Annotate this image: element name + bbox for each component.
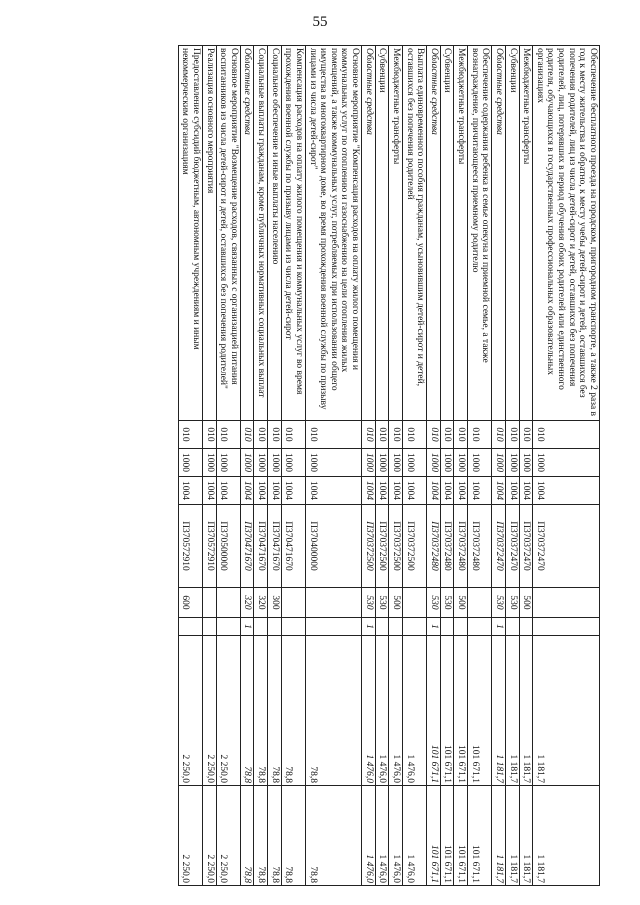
subsection-code: 1004: [375, 477, 389, 505]
funding-mark: [440, 618, 454, 636]
row-name: Субвенции: [440, 46, 454, 421]
table-row: [375, 46, 389, 886]
row-name: Реализация основного мероприятия: [203, 46, 217, 421]
amount-1: 1 476,0: [389, 636, 403, 786]
subsection-code: 1004: [281, 477, 305, 505]
table-row: [519, 46, 533, 886]
amount-1: 2 250,0: [203, 636, 217, 786]
grbs-code: 010: [403, 421, 427, 449]
grbs-code: 010: [389, 421, 403, 449]
amount-1: 1 181,7: [533, 636, 600, 786]
amount-2: 1 181,7: [519, 786, 533, 886]
amount-2: 1 181,7: [533, 786, 600, 886]
funding-mark: [506, 618, 520, 636]
amount-2: 1 476,0: [389, 786, 403, 886]
subsection-code: 1004: [362, 477, 376, 505]
grbs-code: 010: [178, 421, 202, 449]
row-name: Предоставление субсидий бюджетным, автономным учреждениям и иным некоммерческим организациям: [178, 46, 202, 421]
amount-1: 2 250,0: [216, 636, 240, 786]
expense-type-code: [281, 588, 305, 618]
table-row: [440, 46, 454, 886]
row-name: Межбюджетные трансферты: [519, 46, 533, 421]
table-row: [306, 46, 362, 886]
amount-2: 1 476,0: [375, 786, 389, 886]
grbs-code: 010: [440, 421, 454, 449]
subsection-code: 1004: [203, 477, 217, 505]
table-row: [403, 46, 427, 886]
row-name: Субвенции: [506, 46, 520, 421]
section-code: 1000: [216, 449, 240, 477]
target-article-code: П370372500: [403, 505, 427, 588]
section-code: 1000: [389, 449, 403, 477]
target-article-code: П370372480: [454, 505, 468, 588]
amount-2: 78,8: [281, 786, 305, 886]
page-number: 55: [312, 14, 328, 30]
funding-mark: 1: [427, 618, 441, 636]
funding-mark: [519, 618, 533, 636]
section-code: 1000: [533, 449, 600, 477]
section-code: 1000: [254, 449, 268, 477]
subsection-code: 1004: [306, 477, 362, 505]
expense-type-code: [306, 588, 362, 618]
amount-1: 2 250,0: [178, 636, 202, 786]
table-row: [506, 46, 520, 886]
row-name: Основное мероприятие "Компенсация расходов на оплату жилого помещения и коммунальных услуг по отоплению и газоснабжению на цели отопления жилых помещений, а также коммунальных услуг, потребляемых при использовании общего имущества в многоквартирном доме, во время прохождения военной службы по призыву лицами из числа детей-сирот": [306, 46, 362, 421]
funding-mark: [216, 618, 240, 636]
grbs-code: 010: [468, 421, 492, 449]
section-code: 1000: [519, 449, 533, 477]
row-name: Социальные выплаты гражданам, кроме публичных нормативных социальных выплат: [254, 46, 268, 421]
expense-type-code: 530: [375, 588, 389, 618]
row-name: Областные средства: [492, 46, 506, 421]
expense-type-code: 320: [254, 588, 268, 618]
target-article-code: П370400000: [306, 505, 362, 588]
amount-1: 1 181,7: [519, 636, 533, 786]
amount-1: 78,8: [306, 636, 362, 786]
funding-mark: [454, 618, 468, 636]
section-code: 1000: [454, 449, 468, 477]
section-code: 1000: [362, 449, 376, 477]
funding-mark: [533, 618, 600, 636]
target-article-code: П370372500: [375, 505, 389, 588]
grbs-code: 010: [519, 421, 533, 449]
table-row: [454, 46, 468, 886]
row-name: Социальное обеспечение и иные выплаты населению: [268, 46, 282, 421]
target-article-code: П370471670: [240, 505, 254, 588]
section-code: 1000: [427, 449, 441, 477]
target-article-code: П370500000: [216, 505, 240, 588]
grbs-code: 010: [454, 421, 468, 449]
grbs-code: 010: [492, 421, 506, 449]
expense-type-code: [403, 588, 427, 618]
funding-mark: [306, 618, 362, 636]
funding-mark: [403, 618, 427, 636]
grbs-code: 010: [268, 421, 282, 449]
section-code: 1000: [306, 449, 362, 477]
target-article-code: П370372500: [389, 505, 403, 588]
row-name: Обеспечение содержания ребенка в семье опекуна и приемной семье, а также вознаграждение, причитающееся приемному родителю: [468, 46, 492, 421]
amount-2: 2 250,0: [178, 786, 202, 886]
funding-mark: 1: [362, 618, 376, 636]
expense-type-code: [203, 588, 217, 618]
subsection-code: 1004: [178, 477, 202, 505]
amount-1: 101 671,1: [454, 636, 468, 786]
amount-1: 101 671,1: [468, 636, 492, 786]
expense-type-code: 530: [506, 588, 520, 618]
subsection-code: 1004: [506, 477, 520, 505]
table-row: [240, 46, 254, 886]
amount-1: 101 671,1: [440, 636, 454, 786]
budget-table: [178, 45, 600, 886]
target-article-code: П370372480: [440, 505, 454, 588]
amount-2: 2 250,0: [203, 786, 217, 886]
grbs-code: 010: [281, 421, 305, 449]
amount-1: 78,8: [254, 636, 268, 786]
target-article-code: П370372470: [492, 505, 506, 588]
funding-mark: [389, 618, 403, 636]
subsection-code: 1004: [427, 477, 441, 505]
target-article-code: П370372470: [533, 505, 600, 588]
amount-2: 1 476,0: [403, 786, 427, 886]
table-row: [254, 46, 268, 886]
amount-2: 2 250,0: [216, 786, 240, 886]
expense-type-code: 500: [389, 588, 403, 618]
expense-type-code: 500: [454, 588, 468, 618]
expense-type-code: 530: [427, 588, 441, 618]
target-article-code: П370372470: [519, 505, 533, 588]
amount-2: 1 476,0: [362, 786, 376, 886]
amount-2: 1 181,7: [492, 786, 506, 886]
row-name: Выплата единовременного пособия гражданам, усыновившим детей-сирот и детей, оставшихся без попечения родителей: [403, 46, 427, 421]
amount-1: 1 476,0: [362, 636, 376, 786]
expense-type-code: 530: [362, 588, 376, 618]
section-code: 1000: [281, 449, 305, 477]
expense-type-code: [533, 588, 600, 618]
grbs-code: 010: [216, 421, 240, 449]
amount-1: 1 181,7: [506, 636, 520, 786]
amount-1: 78,8: [281, 636, 305, 786]
row-name: Компенсация расходов на оплату жилого помещения и коммунальных услуг во время прохождения военной службы по призыву лицами из числа детей-сирот: [281, 46, 305, 421]
amount-2: 101 671,1: [454, 786, 468, 886]
funding-mark: [178, 618, 202, 636]
target-article-code: П370572910: [178, 505, 202, 588]
amount-2: 101 671,1: [427, 786, 441, 886]
expense-type-code: 320: [240, 588, 254, 618]
row-name: Обеспечение бесплатного проезда на городском, пригородном транспорте, а также 2 раза в год к месту жительства и обратно, к месту учебы детей-сирот и детей, оставшихся без попечения родителей, лиц из числа детей-сирот и детей, оставшихся без попечения родителей, лиц, потерявших в период обучения обоих родителей или единственного родителя, обучающихся в государственных профессиональных образовательных организациях: [533, 46, 600, 421]
target-article-code: П370372470: [506, 505, 520, 588]
row-name: Областные средства: [362, 46, 376, 421]
subsection-code: 1004: [468, 477, 492, 505]
row-name: Областные средства: [240, 46, 254, 421]
expense-type-code: 600: [178, 588, 202, 618]
table-row: [281, 46, 305, 886]
section-code: 1000: [440, 449, 454, 477]
amount-2: 101 671,1: [440, 786, 454, 886]
grbs-code: 010: [362, 421, 376, 449]
subsection-code: 1004: [268, 477, 282, 505]
subsection-code: 1004: [403, 477, 427, 505]
amount-2: 101 671,1: [468, 786, 492, 886]
funding-mark: [468, 618, 492, 636]
section-code: 1000: [268, 449, 282, 477]
table-row: [268, 46, 282, 886]
funding-mark: [375, 618, 389, 636]
table-row: [203, 46, 217, 886]
target-article-code: П370572910: [203, 505, 217, 588]
subsection-code: 1004: [254, 477, 268, 505]
table-row: [533, 46, 600, 886]
grbs-code: 010: [306, 421, 362, 449]
row-name: Межбюджетные трансферты: [389, 46, 403, 421]
row-name: Межбюджетные трансферты: [454, 46, 468, 421]
subsection-code: 1004: [440, 477, 454, 505]
amount-2: 78,8: [254, 786, 268, 886]
table-row: [492, 46, 506, 886]
funding-mark: [203, 618, 217, 636]
expense-type-code: [468, 588, 492, 618]
table-row: [468, 46, 492, 886]
subsection-code: 1004: [389, 477, 403, 505]
expense-type-code: 530: [440, 588, 454, 618]
table-row: [362, 46, 376, 886]
table-row: [216, 46, 240, 886]
row-name: Основное мероприятие "Возмещение расходов, связанных с организацией питания воспитанников из числа детей-сирот и детей, оставшихся без попечения родителей": [216, 46, 240, 421]
grbs-code: 010: [240, 421, 254, 449]
amount-2: 78,8: [306, 786, 362, 886]
grbs-code: 010: [533, 421, 600, 449]
target-article-code: П370471670: [281, 505, 305, 588]
amount-1: 78,8: [240, 636, 254, 786]
section-code: 1000: [506, 449, 520, 477]
section-code: 1000: [375, 449, 389, 477]
target-article-code: П370372480: [427, 505, 441, 588]
grbs-code: 010: [427, 421, 441, 449]
funding-mark: [254, 618, 268, 636]
amount-2: 78,8: [240, 786, 254, 886]
section-code: 1000: [240, 449, 254, 477]
expense-type-code: 530: [492, 588, 506, 618]
section-code: 1000: [468, 449, 492, 477]
target-article-code: П370471670: [268, 505, 282, 588]
expense-type-code: [216, 588, 240, 618]
grbs-code: 010: [506, 421, 520, 449]
funding-mark: 1: [240, 618, 254, 636]
rotated-table-container: [60, 45, 600, 885]
table-row: [389, 46, 403, 886]
funding-mark: 1: [492, 618, 506, 636]
funding-mark: [268, 618, 282, 636]
grbs-code: 010: [254, 421, 268, 449]
row-name: Субвенции: [375, 46, 389, 421]
funding-mark: [281, 618, 305, 636]
amount-1: 101 671,1: [427, 636, 441, 786]
subsection-code: 1004: [240, 477, 254, 505]
expense-type-code: 500: [519, 588, 533, 618]
row-name: Областные средства: [427, 46, 441, 421]
expense-type-code: 300: [268, 588, 282, 618]
section-code: 1000: [492, 449, 506, 477]
section-code: 1000: [178, 449, 202, 477]
amount-1: 1 476,0: [403, 636, 427, 786]
subsection-code: 1004: [216, 477, 240, 505]
amount-1: 78,8: [268, 636, 282, 786]
amount-1: 1 181,7: [492, 636, 506, 786]
amount-2: 1 181,7: [506, 786, 520, 886]
target-article-code: П370372480: [468, 505, 492, 588]
target-article-code: П370372500: [362, 505, 376, 588]
subsection-code: 1004: [454, 477, 468, 505]
grbs-code: 010: [375, 421, 389, 449]
amount-1: 1 476,0: [375, 636, 389, 786]
subsection-code: 1004: [533, 477, 600, 505]
table-row: [178, 46, 202, 886]
grbs-code: 010: [203, 421, 217, 449]
target-article-code: П370471670: [254, 505, 268, 588]
table-row: [427, 46, 441, 886]
subsection-code: 1004: [519, 477, 533, 505]
section-code: 1000: [403, 449, 427, 477]
subsection-code: 1004: [492, 477, 506, 505]
section-code: 1000: [203, 449, 217, 477]
amount-2: 78,8: [268, 786, 282, 886]
